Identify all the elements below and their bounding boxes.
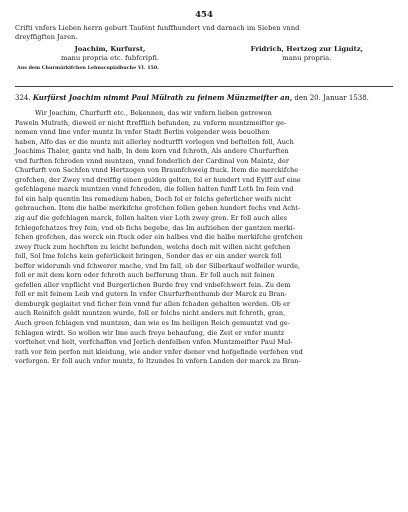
body-line: Wir Joachim, Churfurft etc., Bekennen, das wir vnfern lieben getrewen (35, 109, 272, 117)
signature-joachim (61, 45, 159, 63)
body-line: fchlegefchatzes frey fein, vnd ob fichs begebe, das Im aufziehen der gantzen merki- (15, 223, 295, 232)
body-line: foll er mit dem korn oder fchroth auch befferung thun. Er foll auch mit feinen (15, 271, 275, 280)
body-line: gefchlagene marck muntzen vnnd fchroden, die follen halten funff Loth Im fein vnd (15, 185, 294, 194)
document-body (15, 109, 393, 367)
intro-text (15, 24, 393, 42)
intro-line: Crifti vnfers Lieben herrn geburt Taufent funffhundert vnd darnach im Sieben vnnd (15, 24, 300, 32)
body-line: Auch green fchlagen vnd muntzen, dan wie es Im heiligen Reich gemuntzt vnd ge- (15, 319, 291, 328)
body-line: vnd furften fchroden vnnd muntzen, vnnd fonderlich der Cardinal von Maintz, der (15, 156, 290, 165)
document-number: 324. (15, 94, 31, 102)
body-line: gefellen aller vnpflicht vnd Burgerlichen Burde frey vnd vnbefchwert fein. Zu dem (15, 280, 291, 289)
signature-fridrich (251, 45, 363, 63)
body-line: nomen vnnd Ime vnfer muntz In vnfer Stadt Berlin volgender weis beuolhen (15, 128, 270, 137)
body-line: vorforgen. Er foll auch vnfer muntz, fo Itzundes In vnfern Landen der marck zu Bran- (15, 357, 301, 366)
body-line: foll, Sol Ime folchs kein geferlickeit bringen, Sonder das er ein ander werck foll (15, 252, 282, 261)
page-number: 454 (195, 10, 213, 20)
body-line: foll er mit feinem Leib vnd gutern In vnfer Churfurftenthumb der Marck zu Bran- (15, 290, 287, 299)
body-line: auch Reinifch geldt muntzen wurde, foll er folchs nicht anders mit fchroth, gran, (15, 309, 286, 318)
signature-role: manu propria. (282, 54, 332, 62)
document-date: den 20. Januar 1538. (294, 94, 369, 102)
signature-block (15, 45, 393, 63)
body-line: vorftehet vnd helt, verfchaffen vnd Jerlich denfelben vnfen Muntzmeifter Paul Mul- (15, 338, 293, 347)
signature-name: Fridrich, Hertzog zur Lignitz, (250, 45, 363, 53)
body-line: Joachims Thaler, gantz vnd halb, In dem korn vnd fchroth, Als andere Churfurften (15, 147, 289, 156)
signature-name: Joachim, Kurfurst, (74, 45, 146, 53)
body-line: fchen grofchen, das werck ein ftuck oder ein halbes vnd die halbe merkifche grofchen (15, 233, 303, 242)
body-line: demburgk geglaitet vnd ficher fein vnnd fur allen fchaden gehalten werden. Ob er (15, 299, 291, 308)
signature-role: manu propria etc. fubfcripfi. (61, 54, 160, 62)
body-line: beffer widerumb vnd fchwerer mache, vnd Im fall, ob der Silberkauf wolfeiler wurde, (15, 261, 301, 270)
body-line: gebrauchen. Item die halbe merkifche grofchen follen geben hundert fechs vnd Acht- (15, 204, 301, 213)
body-line: Paweln Mulrath, dieweil er nicht ftrefflich befunden, zu vnferm muntzmeifter ge- (15, 118, 287, 127)
body-line: grofchen, der Zwey vnd dreiffig einen gulden gelten, fol er hundert vnd Eylff auf eine (15, 175, 301, 184)
intro-line: dreyffigften Jaren. (15, 33, 78, 41)
section-divider (15, 86, 393, 87)
body-line: rath vor fein perfon mit kleidung, wie ander vnfer diener vnd hofgefinde verfehen vnd (15, 347, 303, 356)
body-line: zwey ftuck zum hochften zu leicht befunden, welchs doch mit willen nicht gefchen (15, 242, 291, 251)
body-line: fchlagen wirdt. So wollen wir Ime auch freye behaufung, die Zeit er vnfer muntz (15, 328, 285, 337)
document-heading (15, 93, 393, 103)
source-note: Aus dem Churmärkifchen Lehnscopialbuche VI. 150. (17, 65, 159, 71)
body-line: zig auf die gefchlagen marck, follen halten vier Loth zwey gren. Er foll auch alles (15, 214, 287, 223)
body-line: Churfurft von Sachfen vnnd Hertzogen von Braunfchweig ftuck. Item die merckifche (15, 166, 299, 175)
body-line: fol ein halp quentin Ins remedium haben, Doch fol er folchs geferlicher weifs nicht (15, 194, 292, 203)
body-line: haben, Alfo das er die muntz mit allerley nodturfft vorlegen vnd beftellen foll, Auch (15, 137, 294, 146)
document-title: Kurfürst Joachim nimmt Paul Mülrath zu feinem Münzmeifter an, (32, 93, 293, 102)
